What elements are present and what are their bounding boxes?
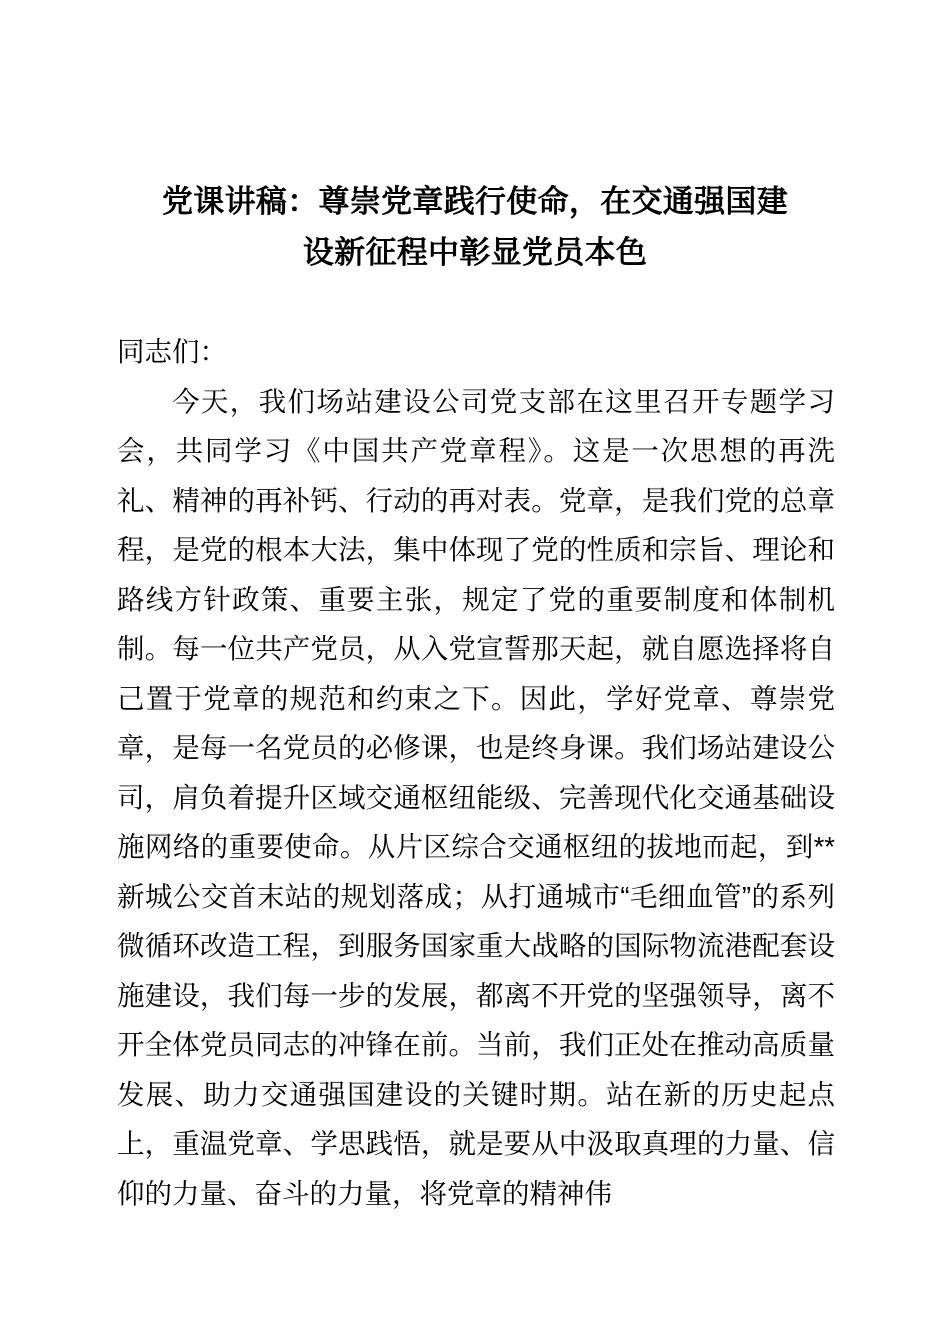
document-body xyxy=(117,327,835,1218)
body-paragraph-1: 今天，我们场站建设公司党支部在这里召开专题学习会，共同学习《中国共产党章程》。这是一次思想的再洗礼、精神的再补钙、行动的再对表。党章，是我们党的总章程，是党的根本大法，集中体现了党的性质和宗旨、理论和路线方针政策、重要主张，规定了党的重要制度和体制机制。每一位共产党员，从入党宣誓那天起，就自愿选择将自己置于党章的规范和约束之下。因此，学好党章、尊崇党章，是每一名党员的必修课，也是终身课。我们场站建设公司，肩负着提升区域交通枢纽能级、完善现代化交通基础设施网络的重要使命。从片区综合交通枢纽的拔地而起，到**新城公交首末站的规划落成；从打通城市“毛细血管”的系列微循环改造工程，到服务国家重大战略的国际物流港配套设施建设，我们每一步的发展，都离不开党的坚强领导，离不开全体党员同志的冲锋在前。当前，我们正处在推动高质量发展、助力交通强国建设的关键时期。站在新的历史起点上，重温党章、学思践悟，就是要从中汲取真理的力量、信仰的力量、奋斗的力量，将党章的精神伟 xyxy=(117,385,835,1209)
page-title-line-2: 设新征程中彰显党员本色 xyxy=(302,235,648,270)
page-title xyxy=(118,176,832,278)
page-title-line-1: 党课讲稿：尊崇党章践行使命，在交通强国建 xyxy=(162,184,788,219)
salutation-line: 同志们： xyxy=(117,336,227,367)
